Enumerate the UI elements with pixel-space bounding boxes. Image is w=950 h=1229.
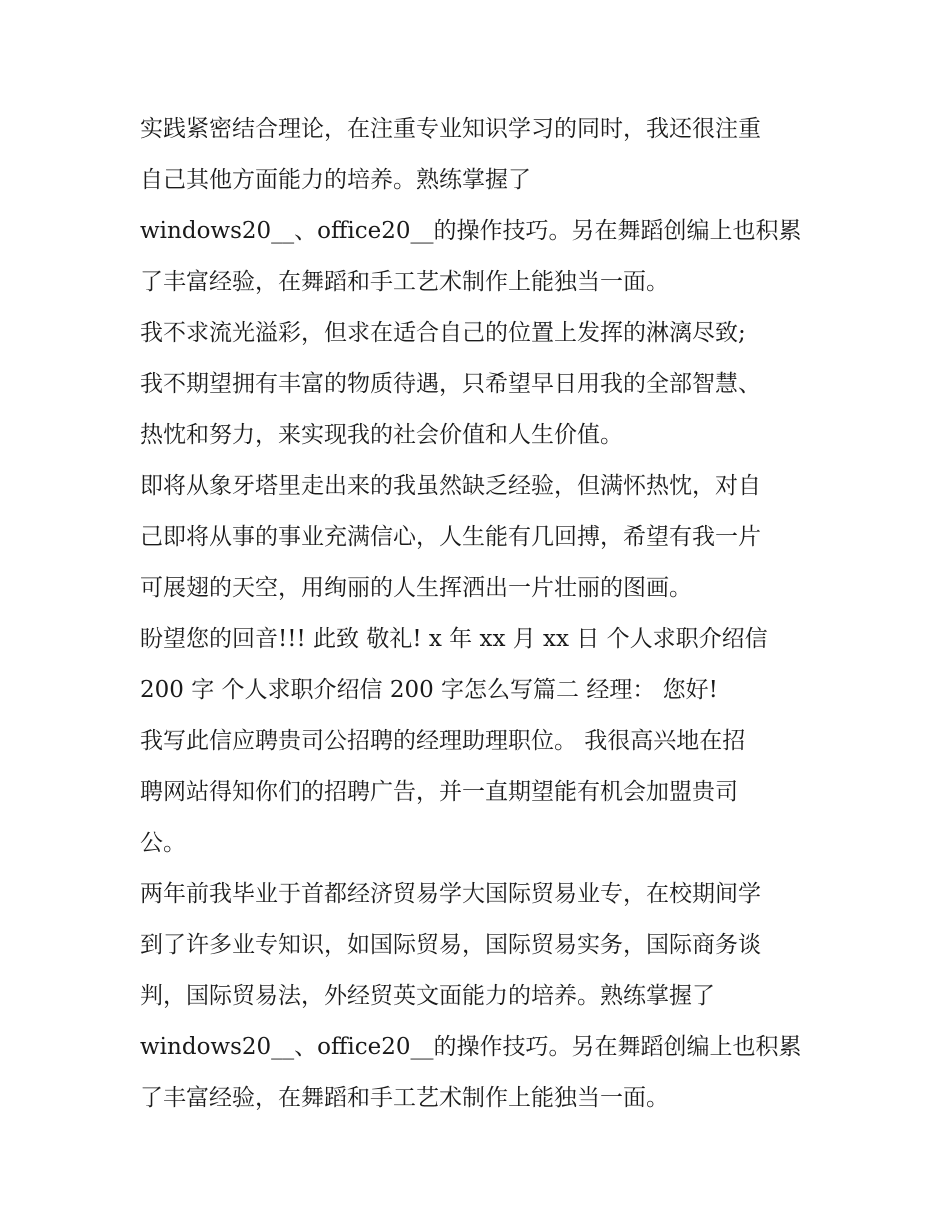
document-body	[140, 104, 820, 1124]
text-line: 了丰富经验，在舞蹈和手工艺术制作上能独当一面。	[140, 269, 669, 295]
text-line: 实践紧密结合理论，在注重专业知识学习的同时，我还很注重	[140, 116, 761, 142]
text-line: 热忱和努力，来实现我的社会价值和人生价值。	[140, 422, 623, 448]
text-line: 公。	[140, 830, 186, 856]
text-line: 200 字 个人求职介绍信 200 字怎么写篇二 经理： 您好!	[140, 677, 718, 703]
text-line: 聘网站得知你们的招聘广告，并一直期望能有机会加盟贵司	[140, 779, 738, 805]
text-line: 盼望您的回音!!! 此致 敬礼! x 年 xx 月 xx 日 个人求职介绍信	[140, 626, 768, 652]
text-line: 我不求流光溢彩，但求在适合自己的位置上发挥的淋漓尽致;	[140, 320, 746, 346]
text-line: windows20__、office20__的操作技巧。另在舞蹈创编上也积累	[140, 1034, 802, 1060]
text-line: 到了许多业专知识，如国际贸易，国际贸易实务，国际商务谈	[140, 932, 761, 958]
text-line: 自己其他方面能力的培养。熟练掌握了	[140, 167, 531, 193]
text-line: 两年前我毕业于首都经济贸易学大国际贸易业专，在校期间学	[140, 881, 761, 907]
text-line: 判，国际贸易法，外经贸英文面能力的培养。熟练掌握了	[140, 983, 715, 1009]
text-line: 即将从象牙塔里走出来的我虽然缺乏经验，但满怀热忱，对自	[140, 473, 761, 499]
text-line: 我写此信应聘贵司公招聘的经理助理职位。 我很高兴地在招	[140, 728, 746, 754]
text-line: windows20__、office20__的操作技巧。另在舞蹈创编上也积累	[140, 218, 802, 244]
text-line: 了丰富经验，在舞蹈和手工艺术制作上能独当一面。	[140, 1085, 669, 1111]
text-line: 我不期望拥有丰富的物质待遇，只希望早日用我的全部智慧、	[140, 371, 761, 397]
text-line: 己即将从事的事业充满信心，人生能有几回搏，希望有我一片	[140, 524, 761, 550]
text-line: 可展翅的天空，用绚丽的人生挥洒出一片壮丽的图画。	[140, 575, 692, 601]
